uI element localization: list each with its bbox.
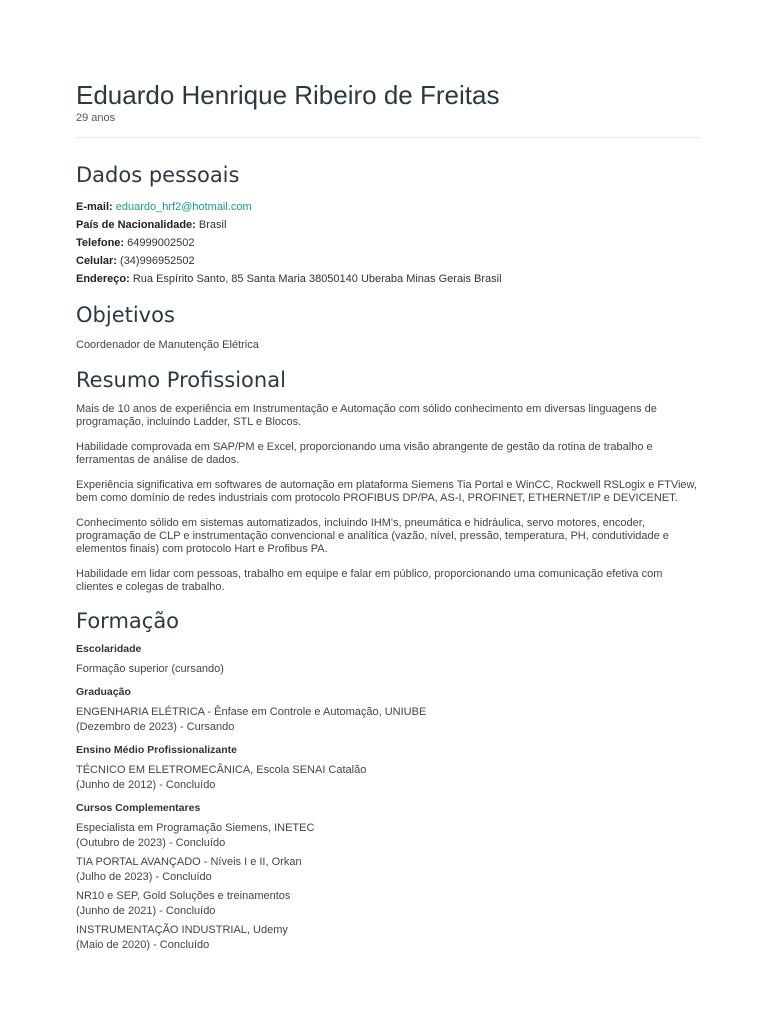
section-title-personal: Dados pessoais — [76, 163, 240, 187]
nationality-value: Brasil — [198, 219, 227, 231]
course-name: Especialista em Programação Siemens, INETEC — [76, 822, 315, 834]
summary-paragraph: Mais de 10 anos de experiência em Instrumentação e Automação com sólido conhecimento em diversas linguagens de programação, incluindo Ladder, STL e Blocos. — [76, 403, 657, 428]
course-date: (Outubro de 2023) - Concluído — [76, 837, 226, 849]
graduation-label: Graduação — [76, 686, 131, 698]
schooling-label: Escolaridade — [76, 643, 142, 655]
technical-label: Ensino Médio Profissionalizante — [76, 744, 238, 756]
address-label: Endereço: — [76, 273, 130, 285]
phone-value: 64999002502 — [127, 237, 195, 249]
nationality-row — [76, 216, 700, 234]
course-name: INSTRUMENTAÇÃO INDUSTRIAL, Udemy — [76, 924, 288, 936]
objective-text: Coordenador de Manutenção Elétrica — [76, 339, 259, 351]
summary-paragraph: Habilidade comprovada em SAP/PM e Excel, proporcionando uma visão abrangente de gestão da rotina de trabalho e ferramentas de análise de dados. — [76, 441, 653, 466]
courses-label: Cursos Complementares — [76, 802, 201, 814]
graduation-course: ENGENHARIA ELÉTRICA - Ênfase em Controle e Automação, UNIUBE — [76, 706, 427, 718]
mobile-row — [76, 252, 700, 270]
section-title-education: Formação — [76, 609, 180, 633]
summary-paragraph: Conhecimento sólido em sistemas automatizados, incluindo IHM's, pneumática e hidráulica, servo motores, encoder, programação de CLP e instrumentação convencional e analítica (vazão, nível, pressão, temperatura, PH, condutividade e elementos finais) com protocolo Hart e Profibus PA. — [76, 517, 669, 555]
mobile-label: Celular: — [76, 255, 117, 267]
candidate-name: Eduardo Henrique Ribeiro de Freitas — [76, 80, 500, 110]
schooling-value: Formação superior (cursando) — [76, 663, 224, 675]
resume-header — [76, 0, 700, 138]
candidate-age: 29 anos — [76, 112, 116, 124]
course-entry — [76, 821, 700, 851]
section-personal-data — [76, 162, 700, 288]
course-name: TIA PORTAL AVANÇADO - Níveis I e II, Orkan — [76, 856, 302, 868]
email-link[interactable]: eduardo_hrf2@hotmail.com — [115, 201, 252, 213]
summary-paragraph: Experiência significativa em softwares de automação em plataforma Siemens Tia Portal e WinCC, Rockwell RSLogix e FTView, bem como domínio de redes industriais com protocolo PROFIBUS DP/PA, AS-I, PROFINET, ETHERNET/IP e DEVICENET. — [76, 479, 697, 504]
section-professional-summary — [76, 367, 700, 594]
address-row — [76, 270, 700, 288]
course-entry — [76, 923, 700, 953]
nationality-label: País de Nacionalidade: — [76, 219, 196, 231]
graduation-entry — [76, 705, 700, 735]
mobile-value: (34)996952502 — [120, 255, 195, 267]
email-row — [76, 198, 700, 216]
phone-label: Telefone: — [76, 237, 125, 249]
phone-row — [76, 234, 700, 252]
course-entry — [76, 855, 700, 885]
course-date: (Julho de 2023) - Concluído — [76, 871, 212, 883]
email-label: E-mail: — [76, 201, 113, 213]
technical-date: (Junho de 2012) - Concluído — [76, 779, 216, 791]
section-education — [76, 608, 700, 953]
course-name: NR10 e SEP, Gold Soluções e treinamentos — [76, 890, 291, 902]
summary-paragraph: Habilidade em lidar com pessoas, trabalho em equipe e falar em público, proporcionando uma comunicação efetiva com clientes e colegas de trabalho. — [76, 568, 663, 593]
graduation-date: (Dezembro de 2023) - Cursando — [76, 721, 235, 733]
course-entry — [76, 889, 700, 919]
course-date: (Maio de 2020) - Concluído — [76, 939, 210, 951]
section-title-summary: Resumo Profissional — [76, 368, 286, 392]
course-date: (Junho de 2021) - Concluído — [76, 905, 216, 917]
address-value: Rua Espírito Santo, 85 Santa Maria 38050140 Uberaba Minas Gerais Brasil — [132, 273, 502, 285]
technical-course: TÉCNICO EM ELETROMECÂNICA, Escola SENAI Catalão — [76, 764, 367, 776]
section-title-objectives: Objetivos — [76, 303, 175, 327]
section-objectives — [76, 302, 700, 352]
technical-entry — [76, 763, 700, 793]
